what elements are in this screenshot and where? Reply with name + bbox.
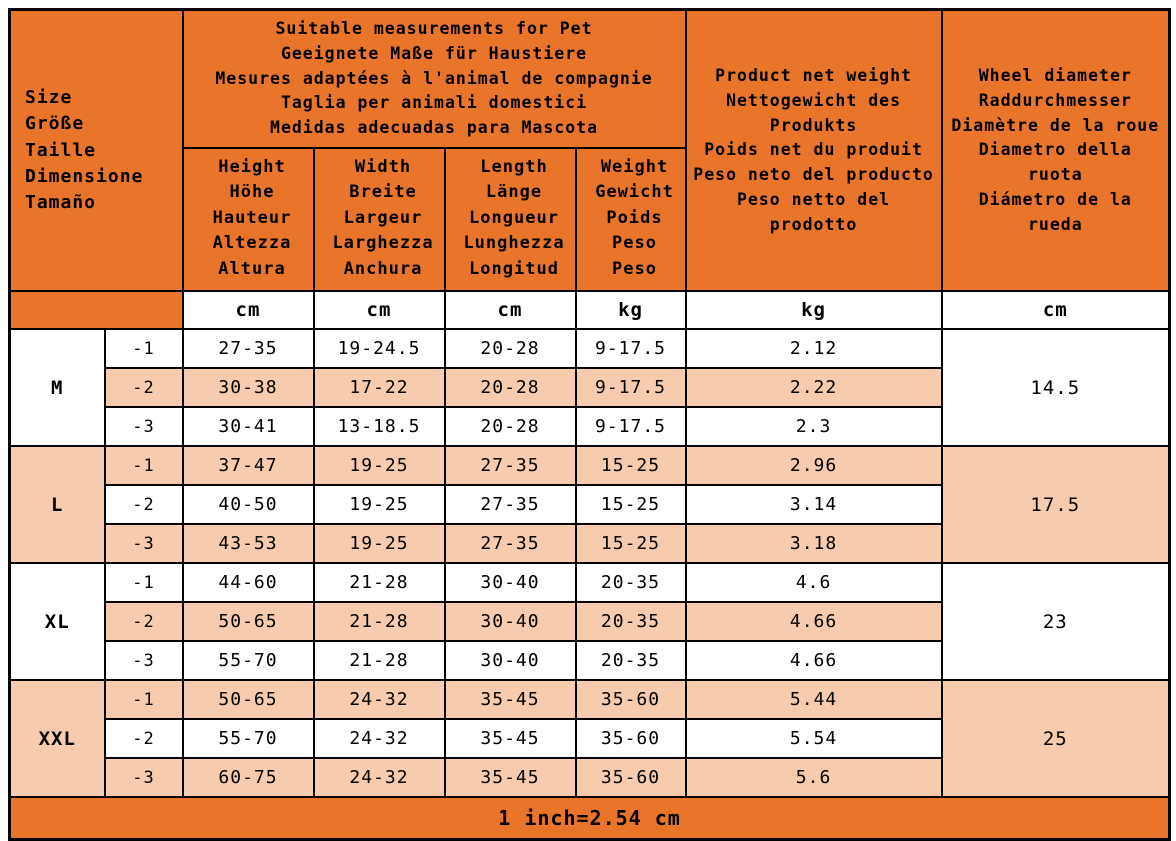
size-label-l: L [10,446,105,563]
cell-net-weight: 2.3 [686,407,942,446]
footer-row [10,797,1170,840]
cell-length: 30-40 [445,641,576,680]
variant-label: -3 [105,407,183,446]
table-row [10,446,1170,485]
cell-height: 43-53 [183,524,314,563]
cell-length: 20-28 [445,407,576,446]
cell-wheel-diameter: 17.5 [942,446,1170,563]
header-size-line-4: Dimensione [25,165,144,187]
cell-weight: 15-25 [576,446,686,485]
header-wheel-line-3: Diamètre de la roue [951,115,1160,135]
cell-length: 27-35 [445,485,576,524]
table-row [10,329,1170,368]
cell-weight: 20-35 [576,602,686,641]
cell-length: 27-35 [445,524,576,563]
units-row [10,291,1170,329]
cell-net-weight: 5.54 [686,719,942,758]
header-wheel-diameter [942,10,1170,292]
cell-weight: 15-25 [576,485,686,524]
variant-label: -2 [105,368,183,407]
header-pet-measurements [183,10,686,148]
table-row [10,563,1170,602]
cell-weight: 35-60 [576,719,686,758]
cell-weight: 9-17.5 [576,407,686,446]
variant-label: -3 [105,641,183,680]
header-weight-line-5: Peso [612,258,657,279]
cell-net-weight: 2.22 [686,368,942,407]
cell-wheel-diameter: 14.5 [942,329,1170,446]
unit-weight: kg [576,291,686,329]
cell-net-weight: 4.6 [686,563,942,602]
cell-width: 24-32 [314,758,445,797]
size-chart-table [8,8,1171,841]
variant-label: -1 [105,329,183,368]
header-weight-line-2: Gewicht [595,182,674,203]
cell-net-weight: 2.96 [686,446,942,485]
cell-width: 19-24.5 [314,329,445,368]
cell-height: 30-41 [183,407,314,446]
header-wheel-line-4: Diametro della ruota [978,140,1132,184]
header-weight-line-4: Peso [612,233,657,254]
variant-label: -1 [105,446,183,485]
header-wheel-line-1: Wheel diameter [978,66,1132,85]
header-net-line-1: Product net weight [715,66,912,85]
header-length [445,148,576,292]
cell-width: 19-25 [314,485,445,524]
header-net-line-3: Poids net du produit [704,140,923,160]
cell-width: 17-22 [314,368,445,407]
cell-length: 20-28 [445,368,576,407]
header-length-line-4: Lunghezza [463,233,565,254]
header-length-line-5: Longitud [469,258,559,279]
header-height [183,148,314,292]
cell-length: 35-45 [445,719,576,758]
header-width-line-4: Larghezza [332,233,434,254]
cell-width: 13-18.5 [314,407,445,446]
variant-label: -2 [105,485,183,524]
unit-wheel: cm [942,291,1170,329]
variant-label: -2 [105,602,183,641]
unit-width: cm [314,291,445,329]
cell-net-weight: 5.44 [686,680,942,719]
cell-height: 44-60 [183,563,314,602]
cell-height: 40-50 [183,485,314,524]
unit-height: cm [183,291,314,329]
header-length-line-1: Length [480,156,548,177]
cell-height: 37-47 [183,446,314,485]
header-height-line-4: Altezza [212,233,292,254]
size-label-m: M [10,329,105,446]
header-pet-line-1: Suitable measurements for Pet [275,19,593,38]
cell-height: 55-70 [183,641,314,680]
header-pet-line-3: Mesures adaptées à l'animal de compagnie [215,68,653,88]
cell-height: 50-65 [183,680,314,719]
header-pet-line-4: Taglia per animali domestici [280,93,588,113]
cell-height: 60-75 [183,758,314,797]
variant-label: -3 [105,524,183,563]
cell-weight: 20-35 [576,641,686,680]
header-weight-line-3: Poids [606,207,663,228]
cell-length: 35-45 [445,680,576,719]
cell-length: 30-40 [445,602,576,641]
header-height-line-1: Height [218,156,286,177]
cell-net-weight: 2.12 [686,329,942,368]
header-height-line-5: Altura [218,258,286,279]
header-wheel-line-2: Raddurchmesser [978,90,1132,110]
header-weight-line-1: Weight [600,156,669,177]
cell-length: 30-40 [445,563,576,602]
variant-label: -2 [105,719,183,758]
cell-net-weight: 3.14 [686,485,942,524]
cell-length: 20-28 [445,329,576,368]
header-weight [576,148,686,292]
header-size-line-1: Size [25,87,73,109]
variant-label: -1 [105,563,183,602]
cell-weight: 9-17.5 [576,329,686,368]
cell-net-weight: 5.6 [686,758,942,797]
size-label-xxl: XXL [10,680,105,797]
header-row-titles [10,10,1170,148]
unit-length: cm [445,291,576,329]
header-net-line-5: Peso netto del prodotto [737,189,891,234]
header-net-weight [686,10,942,292]
header-net-line-4: Peso neto del producto [693,165,934,184]
header-width-line-1: Width [354,156,412,177]
cell-weight: 9-17.5 [576,368,686,407]
cell-wheel-diameter: 23 [942,563,1170,680]
header-width-line-3: Largeur [343,207,423,228]
cell-weight: 35-60 [576,758,686,797]
header-height-line-2: Höhe [229,182,275,203]
cell-height: 30-38 [183,368,314,407]
header-size-line-3: Taille [25,139,97,161]
cell-height: 55-70 [183,719,314,758]
variant-label: -3 [105,758,183,797]
cell-width: 19-25 [314,446,445,485]
cell-net-weight: 4.66 [686,602,942,641]
header-length-line-2: Länge [485,182,543,203]
cell-length: 35-45 [445,758,576,797]
cell-length: 27-35 [445,446,576,485]
cell-width: 21-28 [314,641,445,680]
header-length-line-3: Longueur [469,207,559,228]
cell-weight: 35-60 [576,680,686,719]
cell-width: 24-32 [314,680,445,719]
header-size [10,10,183,292]
cell-height: 27-35 [183,329,314,368]
unit-net-weight: kg [686,291,942,329]
header-net-line-2: Nettogewicht des Produkts [726,90,902,135]
cell-net-weight: 4.66 [686,641,942,680]
header-width-line-5: Anchura [343,258,423,279]
header-size-line-2: Größe [25,113,85,135]
size-label-xl: XL [10,563,105,680]
cell-width: 19-25 [314,524,445,563]
header-pet-line-2: Geeignete Maße für Haustiere [280,43,588,63]
cell-width: 21-28 [314,563,445,602]
header-width [314,148,445,292]
header-width-line-2: Breite [349,182,417,203]
header-wheel-line-5: Diámetro de la rueda [978,189,1132,234]
cell-width: 21-28 [314,602,445,641]
cell-weight: 15-25 [576,524,686,563]
variant-label: -1 [105,680,183,719]
units-spacer [10,291,183,329]
header-height-line-3: Hauteur [212,207,292,228]
header-pet-line-5: Medidas adecuadas para Mascota [270,118,599,137]
cell-weight: 20-35 [576,563,686,602]
cell-width: 24-32 [314,719,445,758]
cell-wheel-diameter: 25 [942,680,1170,797]
cell-net-weight: 3.18 [686,524,942,563]
table-row [10,680,1170,719]
cell-height: 50-65 [183,602,314,641]
conversion-note: 1 inch=2.54 cm [10,797,1170,840]
header-size-line-5: Tamaño [25,191,97,213]
